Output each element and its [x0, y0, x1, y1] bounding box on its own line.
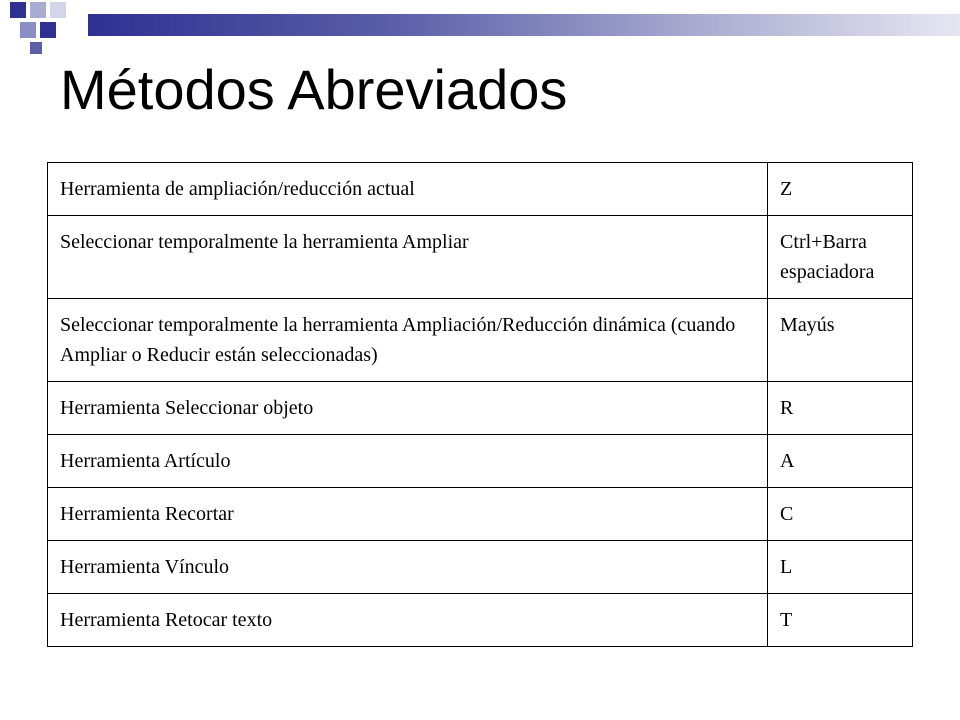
table-row — [48, 435, 913, 488]
deco-square — [30, 42, 42, 54]
action-cell: Herramienta Vínculo — [48, 541, 768, 594]
action-cell: Seleccionar temporalmente la herramienta Ampliación/Reducción dinámica (cuando Ampliar o Reducir están seleccionadas) — [48, 299, 768, 382]
table-row — [48, 382, 913, 435]
table-row — [48, 216, 913, 299]
key-cell: A — [768, 435, 913, 488]
deco-square — [20, 22, 36, 38]
key-cell: R — [768, 382, 913, 435]
table-row — [48, 488, 913, 541]
key-cell: Mayús — [768, 299, 913, 382]
action-cell: Herramienta Artículo — [48, 435, 768, 488]
key-cell: T — [768, 594, 913, 647]
deco-square — [50, 2, 66, 18]
action-cell: Herramienta Seleccionar objeto — [48, 382, 768, 435]
action-cell: Herramienta de ampliación/reducción actual — [48, 163, 768, 216]
shortcuts-table — [47, 162, 913, 647]
table-row — [48, 299, 913, 382]
action-cell: Seleccionar temporalmente la herramienta Ampliar — [48, 216, 768, 299]
key-cell: Z — [768, 163, 913, 216]
action-cell: Herramienta Recortar — [48, 488, 768, 541]
deco-square — [10, 2, 26, 18]
key-cell: Ctrl+Barra espaciadora — [768, 216, 913, 299]
key-cell: L — [768, 541, 913, 594]
deco-square — [40, 22, 56, 38]
decorative-squares — [0, 0, 80, 60]
action-cell: Herramienta Retocar texto — [48, 594, 768, 647]
table-row — [48, 541, 913, 594]
table-row — [48, 594, 913, 647]
header-gradient-bar — [88, 14, 960, 36]
deco-square — [30, 2, 46, 18]
key-cell: C — [768, 488, 913, 541]
slide-title: Métodos Abreviados — [60, 58, 568, 121]
table-row — [48, 163, 913, 216]
